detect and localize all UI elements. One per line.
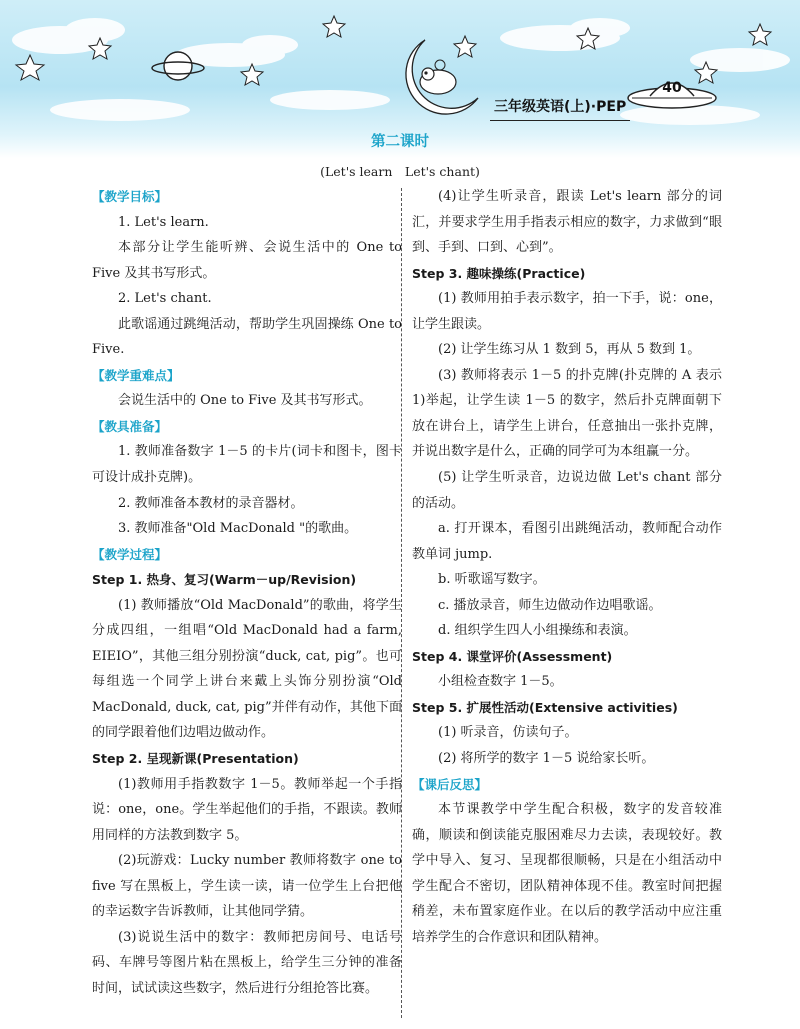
column-divider	[401, 188, 402, 1018]
paragraph: 1. 教师准备数字 1－5 的卡片(词卡和图卡，图卡可设计成扑克牌)。	[92, 444, 402, 486]
section-heading: 【课后反思】	[412, 776, 488, 792]
left-column	[92, 184, 402, 1002]
paragraph: (4)让学生听录音，跟读 Let's learn 部分的词汇，并要求学生用手指表示相应的数字，力求做到“眼到、手到、口到、心到”。	[412, 189, 722, 256]
section-heading: 【教学目标】	[92, 189, 168, 204]
section-heading: 【教学过程】	[92, 546, 168, 562]
paragraph: (5) 让学生听录音，边说边做 Let's chant 部分的活动。	[412, 470, 722, 511]
paragraph: d. 组织学生四人小组操练和表演。	[438, 623, 637, 639]
step-heading: Step 3. 趣味操练(Practice)	[412, 265, 586, 281]
paragraph: (1)教师用手指教数字 1－5。教师举起一个手指说：one，one。学生举起他们的手指，不跟读。教师用同样的方法教到数字 5。	[92, 776, 402, 843]
paragraph: 小组检查数字 1－5。	[438, 674, 563, 690]
step-heading: Step 2. 呈现新课(Presentation)	[92, 751, 299, 767]
paragraph: (3) 教师将表示 1－5 的扑克牌(扑克牌的 A 表示 1)举起，让学生读 1－5 的数字，然后扑克牌面朝下放在讲台上，请学生上讲台，任意抽出一张扑克牌，并说出数字是什么，正确的同学可为本组赢一分。	[412, 367, 722, 460]
paragraph: (2)玩游戏：Lucky number 教师将数字 one to five 写在黑板上，学生读一读，请一位学生上台把他的幸运数字告诉教师，让其他同学猜。	[92, 853, 402, 920]
paragraph: (3)说说生活中的数字：教师把房间号、电话号码、车牌号等图片粘在黑板上，给学生三分钟的准备时间，试试读这些数字，然后进行分组抢答比赛。	[92, 929, 402, 996]
lesson-title: 第二课时	[371, 134, 429, 150]
step-heading: Step 1. 热身、复习(Warm－up/Revision)	[92, 572, 357, 588]
paragraph: c. 播放录音，师生边做动作边唱歌谣。	[438, 597, 662, 613]
section-heading: 【教具准备】	[92, 418, 168, 434]
paragraph: (1) 教师用拍手表示数字，拍一下手，说：one，让学生跟读。	[412, 291, 722, 332]
paragraph: 2. 教师准备本教材的录音器材。	[118, 495, 304, 511]
paragraph: 3. 教师准备"Old MacDonald "的歌曲。	[118, 521, 358, 537]
page-number: 40	[662, 80, 682, 96]
paragraph: 本节课教学中学生配合积极，数字的发音较准确，顺读和倒读能克服困难尽力去读，表现较好。教学中导入、复习、呈现都很顺畅，只是在小组活动中学生配合不密切，团队精神体现不佳。教室时间把握稍差，未布置家庭作业。在以后的教学活动中应注重培养学生的合作意识和团队精神。	[412, 802, 722, 945]
paragraph: 2. Let's chant.	[118, 291, 212, 307]
section-heading: 【教学重难点】	[92, 367, 180, 383]
lesson-subtitle: (Let's learn Let's chant)	[320, 164, 480, 179]
step-heading: Step 4. 课堂评价(Assessment)	[412, 648, 613, 664]
right-column	[412, 184, 722, 950]
star-icons	[16, 16, 771, 85]
paragraph: 1. Let's learn.	[118, 214, 209, 230]
paragraph: 此歌谣通过跳绳活动，帮助学生巩固操练 One to Five.	[92, 316, 402, 358]
paragraph: b. 听歌谣写数字。	[438, 572, 546, 588]
paragraph: (2) 让学生练习从 1 数到 5，再从 5 数到 1。	[438, 342, 701, 358]
paragraph: (2) 将所学的数字 1－5 说给家长听。	[438, 751, 655, 767]
paragraph: 会说生活中的 One to Five 及其书写形式。	[118, 393, 372, 409]
paragraph: 本部分让学生能听辨、会说生活中的 One to Five 及其书写形式。	[92, 240, 402, 281]
book-subject: 三年级英语(上)·PEP	[490, 96, 630, 121]
paragraph: (1) 听录音，仿读句子。	[438, 725, 578, 741]
paragraph: (1) 教师播放“Old MacDonald”的歌曲，将学生分成四组，一组唱“Old MacDonald had a farm, EIEIO”，其他三组分别扮演“duck, cat, pig”。也可每组选一个同学上讲台来戴上头饰分别扮演“Old MacDonald, duck, cat, pig”并伴有动作，其他下面的同学跟着他们边唱边做动作。	[92, 597, 402, 741]
step-heading: Step 5. 扩展性活动(Extensive activities)	[412, 699, 678, 715]
paragraph: a. 打开课本，看图引出跳绳活动，教师配合动作教单词 jump.	[412, 521, 722, 562]
